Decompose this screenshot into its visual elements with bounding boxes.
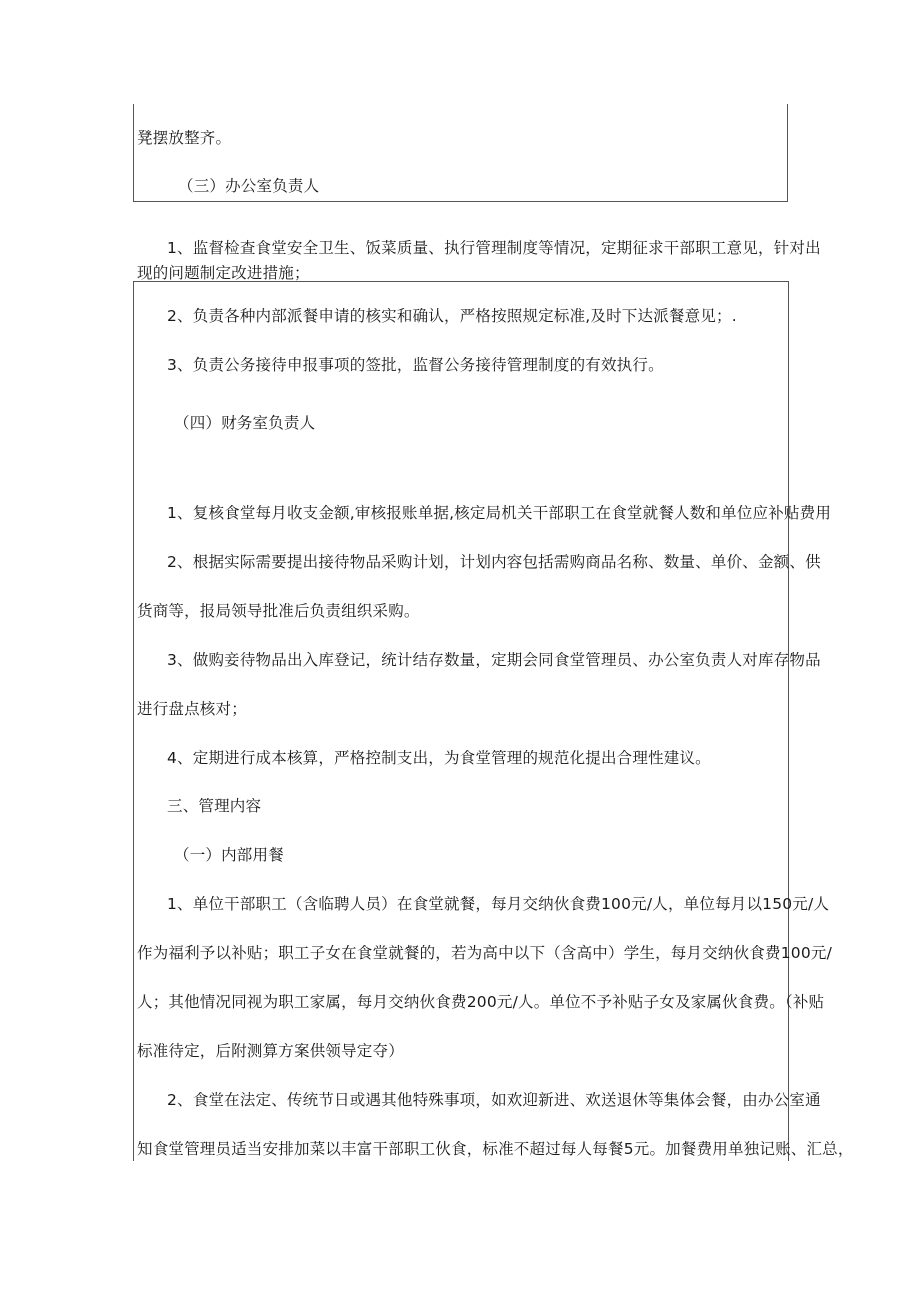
internal-dining-1-line-1: 1、单位干部职工（含临聘人员）在食堂就餐，每月交纳伙食费100元/人，单位每月以150元/人 (167, 895, 830, 913)
office-duty-1-line-2: 现的问题制定改进措施； (137, 264, 310, 282)
paragraph-continuation-top: 凳摆放整齐。 (137, 129, 232, 147)
finance-duty-4: 4、定期进行成本核算，严格控制支出，为食堂管理的规范化提出合理性建议。 (167, 749, 711, 767)
finance-duty-2-line-2: 货商等，报局领导批准后负责组织采购。 (137, 602, 420, 620)
finance-duty-2-line-1: 2、根据实际需要提出接待物品采购计划，计划内容包括需购商品名称、数量、单价、金额、供 (167, 553, 821, 571)
internal-dining-2-line-2: 知食堂管理员适当安排加菜以丰富干部职工伙食，标准不超过每人每餐5元。加餐费用单独记账、汇总， (137, 1140, 854, 1158)
internal-dining-1-line-4: 标准待定，后附测算方案供领导定夺） (137, 1042, 404, 1060)
heading-section-3: 三、管理内容 (167, 797, 262, 815)
office-duty-1-line-1: 1、监督检查食堂安全卫生、饭菜质量、执行管理制度等情况，定期征求干部职工意见，针对出 (167, 239, 821, 257)
finance-duty-3-line-2: 进行盘点核对； (137, 700, 247, 718)
heading-office-head: （三）办公室负责人 (178, 177, 320, 195)
finance-duty-3-line-1: 3、做购妾待物品出入库登记，统计结存数量，定期会同食堂管理员、办公室负责人对库存物品 (167, 651, 821, 669)
internal-dining-2-line-1: 2、食堂在法定、传统节日或遇其他特殊事项，如欢迎新进、欢送退休等集体会餐，由办公室通 (167, 1091, 821, 1109)
heading-finance-head: （四）财务室负责人 (174, 414, 316, 432)
office-duty-3: 3、负责公务接待申报事项的签批，监督公务接待管理制度的有效执行。 (167, 356, 664, 374)
finance-duty-1: 1、复核食堂每月收支金额,审核报账单据,核定局机关干部职工在食堂就餐人数和单位应补贴费用 (167, 504, 832, 522)
heading-internal-dining: （一）内部用餐 (174, 846, 284, 864)
internal-dining-1-line-2: 作为福利予以补贴；职工子女在食堂就餐的，若为高中以下（含高中）学生，每月交纳伙食费100元/ (137, 944, 833, 962)
office-duty-2: 2、负责各种内部派餐申请的核实和确认，严格按照规定标准,及时下达派餐意见；. (167, 307, 737, 325)
internal-dining-1-line-3: 人；其他情况同视为职工家属，每月交纳伙食费200元/人。单位不予补贴子女及家属伙食费。（补贴 (137, 993, 825, 1011)
